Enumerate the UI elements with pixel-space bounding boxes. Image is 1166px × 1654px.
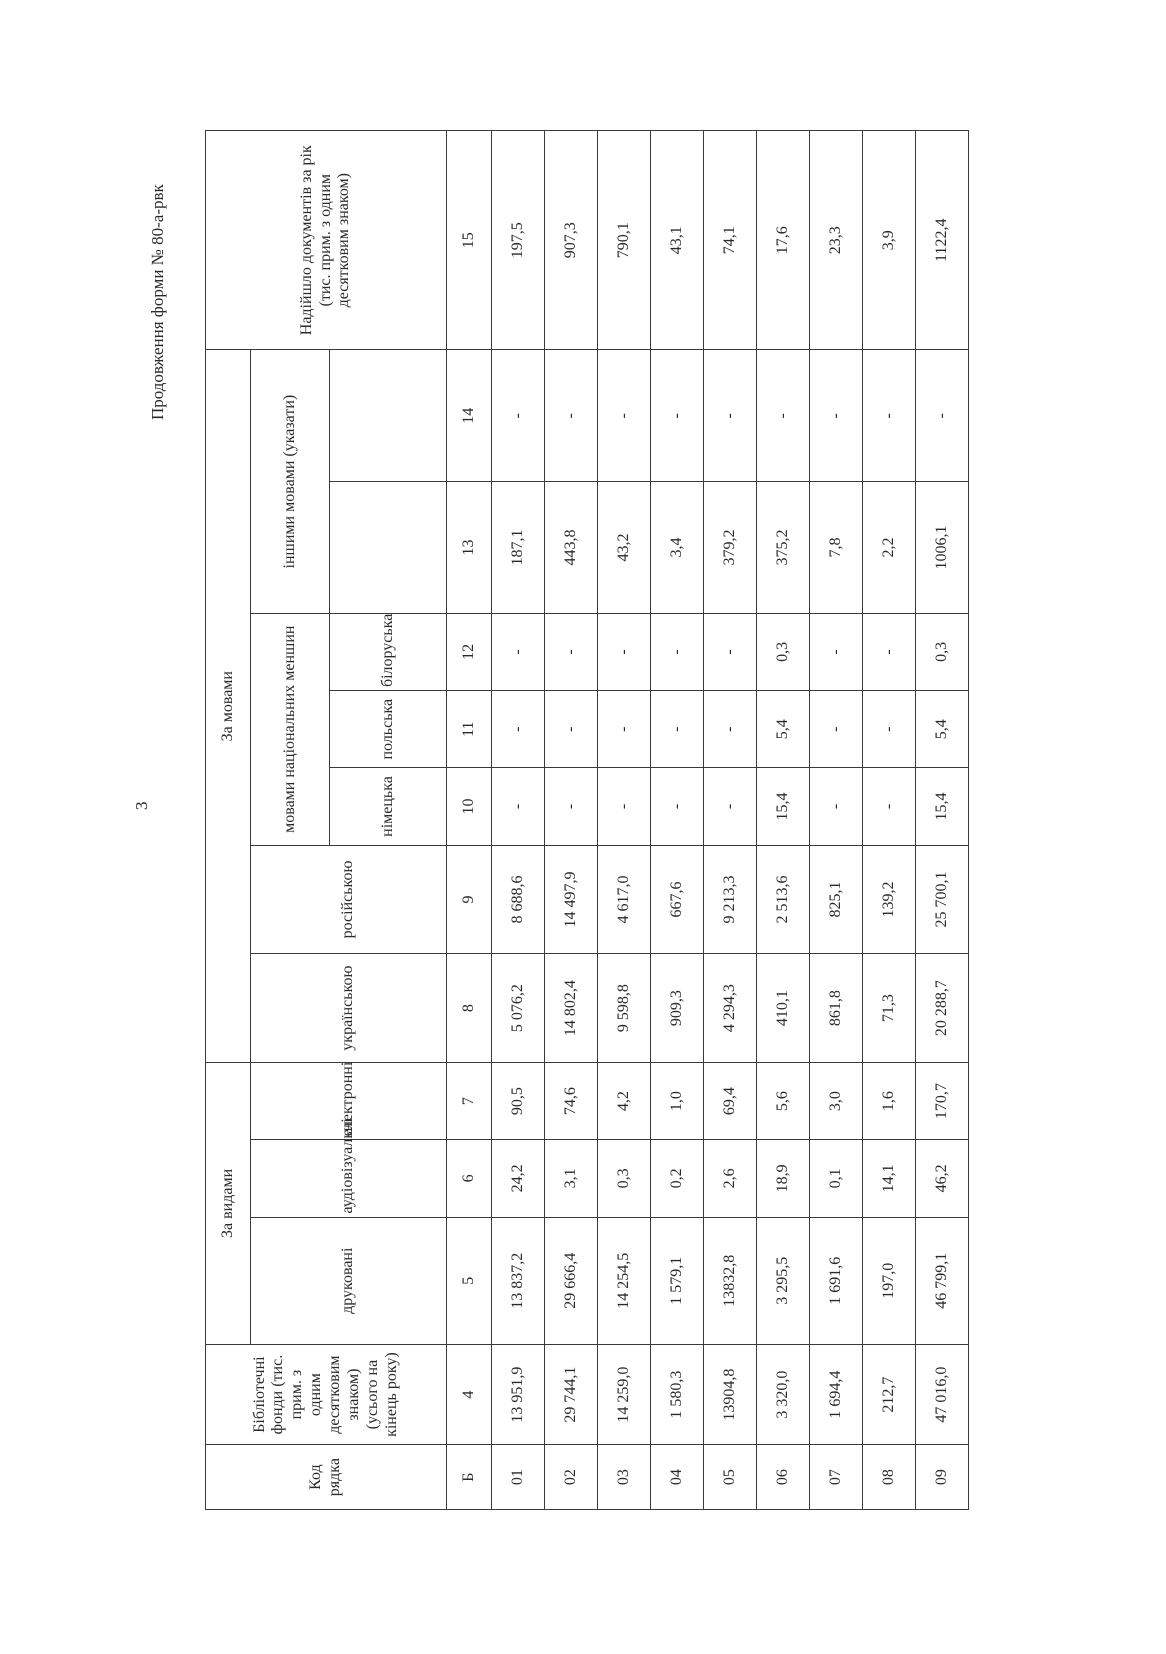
table-cell: -	[651, 691, 704, 768]
header-russian: російською	[251, 845, 447, 954]
table-cell: -	[545, 691, 598, 768]
table-cell: 197,0	[863, 1217, 916, 1344]
table-cell: 170,7	[916, 1062, 969, 1139]
table-cell: 1122,4	[916, 131, 969, 350]
table-cell: 3,9	[863, 131, 916, 350]
header-electronic: електронні	[251, 1062, 447, 1139]
table-cell: 0,3	[757, 613, 810, 690]
table-cell: -	[863, 350, 916, 482]
header-row-code: Код рядка	[206, 1445, 447, 1510]
table-cell: -	[810, 613, 863, 690]
table-cell: 1,0	[651, 1062, 704, 1139]
row-code-cell: 03	[598, 1445, 651, 1510]
table-row	[916, 131, 969, 1510]
table-cell: 46 799,1	[916, 1217, 969, 1344]
header-ukrainian: українською	[251, 954, 447, 1063]
table-cell: 15,4	[757, 768, 810, 845]
table-row	[704, 131, 757, 1510]
table-cell: -	[492, 613, 545, 690]
table-cell: 4 617,0	[598, 845, 651, 954]
table-cell: -	[651, 350, 704, 482]
table-cell: -	[810, 350, 863, 482]
table-cell: 667,6	[651, 845, 704, 954]
table-cell: 29 666,4	[545, 1217, 598, 1344]
row-code-cell: 05	[704, 1445, 757, 1510]
table-cell: -	[704, 768, 757, 845]
table-cell: 14 802,4	[545, 954, 598, 1063]
table-row	[545, 131, 598, 1510]
table-cell: 0,3	[598, 1140, 651, 1217]
table-cell: 5,4	[757, 691, 810, 768]
column-number: 9	[447, 845, 492, 954]
table-cell: -	[545, 613, 598, 690]
table-cell: -	[598, 691, 651, 768]
table-cell: 2,6	[704, 1140, 757, 1217]
column-number: 14	[447, 350, 492, 482]
table-cell: 47 016,0	[916, 1344, 969, 1444]
table-cell: -	[492, 350, 545, 482]
table-cell: 4 294,3	[704, 954, 757, 1063]
column-number-row	[447, 131, 492, 1510]
table-cell: 1 580,3	[651, 1344, 704, 1444]
table-cell: 375,2	[757, 482, 810, 614]
column-number: 12	[447, 613, 492, 690]
table-cell: 861,8	[810, 954, 863, 1063]
header-by-language: За мовами	[206, 350, 251, 1062]
form-continuation-heading: Продовження форми № 80-а-рвк	[148, 184, 167, 420]
table-cell: 9 598,8	[598, 954, 651, 1063]
page-number: 3	[132, 801, 151, 810]
table-cell: 825,1	[810, 845, 863, 954]
table-cell: 18,9	[757, 1140, 810, 1217]
table-cell: 3,0	[810, 1062, 863, 1139]
library-funds-table-frame	[205, 130, 957, 1510]
table-cell: 1006,1	[916, 482, 969, 614]
table-cell: 1 579,1	[651, 1217, 704, 1344]
table-cell: 0,3	[916, 613, 969, 690]
table-cell: -	[863, 613, 916, 690]
table-cell: 14 254,5	[598, 1217, 651, 1344]
table-cell: 1 694,4	[810, 1344, 863, 1444]
column-number: 13	[447, 482, 492, 614]
table-cell: 69,4	[704, 1062, 757, 1139]
table-cell: 0,1	[810, 1140, 863, 1217]
table-cell: -	[704, 613, 757, 690]
table-cell: -	[810, 768, 863, 845]
table-cell: 15,4	[916, 768, 969, 845]
table-cell: 9 213,3	[704, 845, 757, 954]
table-cell: 24,2	[492, 1140, 545, 1217]
table-cell: 2 513,6	[757, 845, 810, 954]
table-row	[757, 131, 810, 1510]
table-cell: 43,2	[598, 482, 651, 614]
table-row	[598, 131, 651, 1510]
table-cell: 13832,8	[704, 1217, 757, 1344]
table-cell: 25 700,1	[916, 845, 969, 954]
header-belarusian: білоруська	[330, 613, 447, 690]
table-row	[863, 131, 916, 1510]
table-cell: 139,2	[863, 845, 916, 954]
table-cell: 212,7	[863, 1344, 916, 1444]
table-cell: 4,2	[598, 1062, 651, 1139]
header-other-language-1	[330, 482, 447, 614]
table-cell: 0,2	[651, 1140, 704, 1217]
table-cell: 379,2	[704, 482, 757, 614]
header-by-type: За видами	[206, 1062, 251, 1344]
table-cell: 790,1	[598, 131, 651, 350]
row-code-cell: 07	[810, 1445, 863, 1510]
table-cell: -	[863, 691, 916, 768]
table-cell: 3,4	[651, 482, 704, 614]
header-other-languages: іншими мовами (указати)	[251, 350, 330, 613]
table-cell: -	[545, 768, 598, 845]
table-cell: 46,2	[916, 1140, 969, 1217]
table-cell: 13904,8	[704, 1344, 757, 1444]
table-cell: 71,3	[863, 954, 916, 1063]
table-cell: 187,1	[492, 482, 545, 614]
table-cell: -	[492, 691, 545, 768]
row-code-cell: 09	[916, 1445, 969, 1510]
table-cell: -	[704, 350, 757, 482]
table-cell: -	[598, 613, 651, 690]
column-number: 15	[447, 131, 492, 350]
table-cell: -	[651, 613, 704, 690]
table-cell: 197,5	[492, 131, 545, 350]
table-cell: 410,1	[757, 954, 810, 1063]
table-cell: 8 688,6	[492, 845, 545, 954]
table-cell: 13 951,9	[492, 1344, 545, 1444]
table-cell: -	[757, 350, 810, 482]
table-row	[810, 131, 863, 1510]
table-row	[651, 131, 704, 1510]
table-cell: 74,1	[704, 131, 757, 350]
table-cell: -	[863, 768, 916, 845]
table-cell: 20 288,7	[916, 954, 969, 1063]
table-cell: 23,3	[810, 131, 863, 350]
header-other-language-2	[330, 350, 447, 482]
row-code-cell: 04	[651, 1445, 704, 1510]
column-number: 6	[447, 1140, 492, 1217]
column-number: 7	[447, 1062, 492, 1139]
table-cell: 2,2	[863, 482, 916, 614]
table-cell: -	[704, 691, 757, 768]
header-polish: польська	[330, 691, 447, 768]
header-printed: друковані	[251, 1217, 447, 1344]
table-cell: -	[492, 768, 545, 845]
table-cell: 1 691,6	[810, 1217, 863, 1344]
table-cell: 90,5	[492, 1062, 545, 1139]
table-cell: 74,6	[545, 1062, 598, 1139]
column-number: 10	[447, 768, 492, 845]
table-cell: 443,8	[545, 482, 598, 614]
table-cell: 5,6	[757, 1062, 810, 1139]
column-number: Б	[447, 1445, 492, 1510]
table-cell: 17,6	[757, 131, 810, 350]
table-cell: 43,1	[651, 131, 704, 350]
table-cell: -	[916, 350, 969, 482]
table-cell: 14,1	[863, 1140, 916, 1217]
table-cell: 3 320,0	[757, 1344, 810, 1444]
column-number: 5	[447, 1217, 492, 1344]
table-cell: -	[545, 350, 598, 482]
table-cell: 13 837,2	[492, 1217, 545, 1344]
table-cell: -	[810, 691, 863, 768]
table-cell: -	[598, 350, 651, 482]
table-cell: 14 259,0	[598, 1344, 651, 1444]
row-code-cell: 08	[863, 1445, 916, 1510]
header-funds: Бібліотечні фонди (тис. прим. з одним десятковим знаком) (усього на кінець року)	[206, 1344, 447, 1444]
table-cell: 29 744,1	[545, 1344, 598, 1444]
table-cell: 909,3	[651, 954, 704, 1063]
table-body	[492, 131, 969, 1510]
row-code-cell: 02	[545, 1445, 598, 1510]
table-cell: 14 497,9	[545, 845, 598, 954]
column-number: 8	[447, 954, 492, 1063]
table-cell: 907,3	[545, 131, 598, 350]
table-cell: -	[598, 768, 651, 845]
row-code-cell: 01	[492, 1445, 545, 1510]
header-audiovisual: аудіовізуальні	[251, 1140, 447, 1217]
header-minorities: мовами національних меншин	[251, 613, 330, 845]
header-german: німецька	[330, 768, 447, 845]
column-number: 11	[447, 691, 492, 768]
row-code-cell: 06	[757, 1445, 810, 1510]
column-number: 4	[447, 1344, 492, 1444]
library-funds-table	[205, 130, 969, 1510]
header-received: Надійшло документів за рік (тис. прим. з одним десятковим знаком)	[206, 131, 447, 350]
table-cell: 7,8	[810, 482, 863, 614]
table-row	[492, 131, 545, 1510]
table-cell: -	[651, 768, 704, 845]
table-cell: 5 076,2	[492, 954, 545, 1063]
table-cell: 5,4	[916, 691, 969, 768]
table-cell: 3 295,5	[757, 1217, 810, 1344]
table-cell: 3,1	[545, 1140, 598, 1217]
table-cell: 1,6	[863, 1062, 916, 1139]
